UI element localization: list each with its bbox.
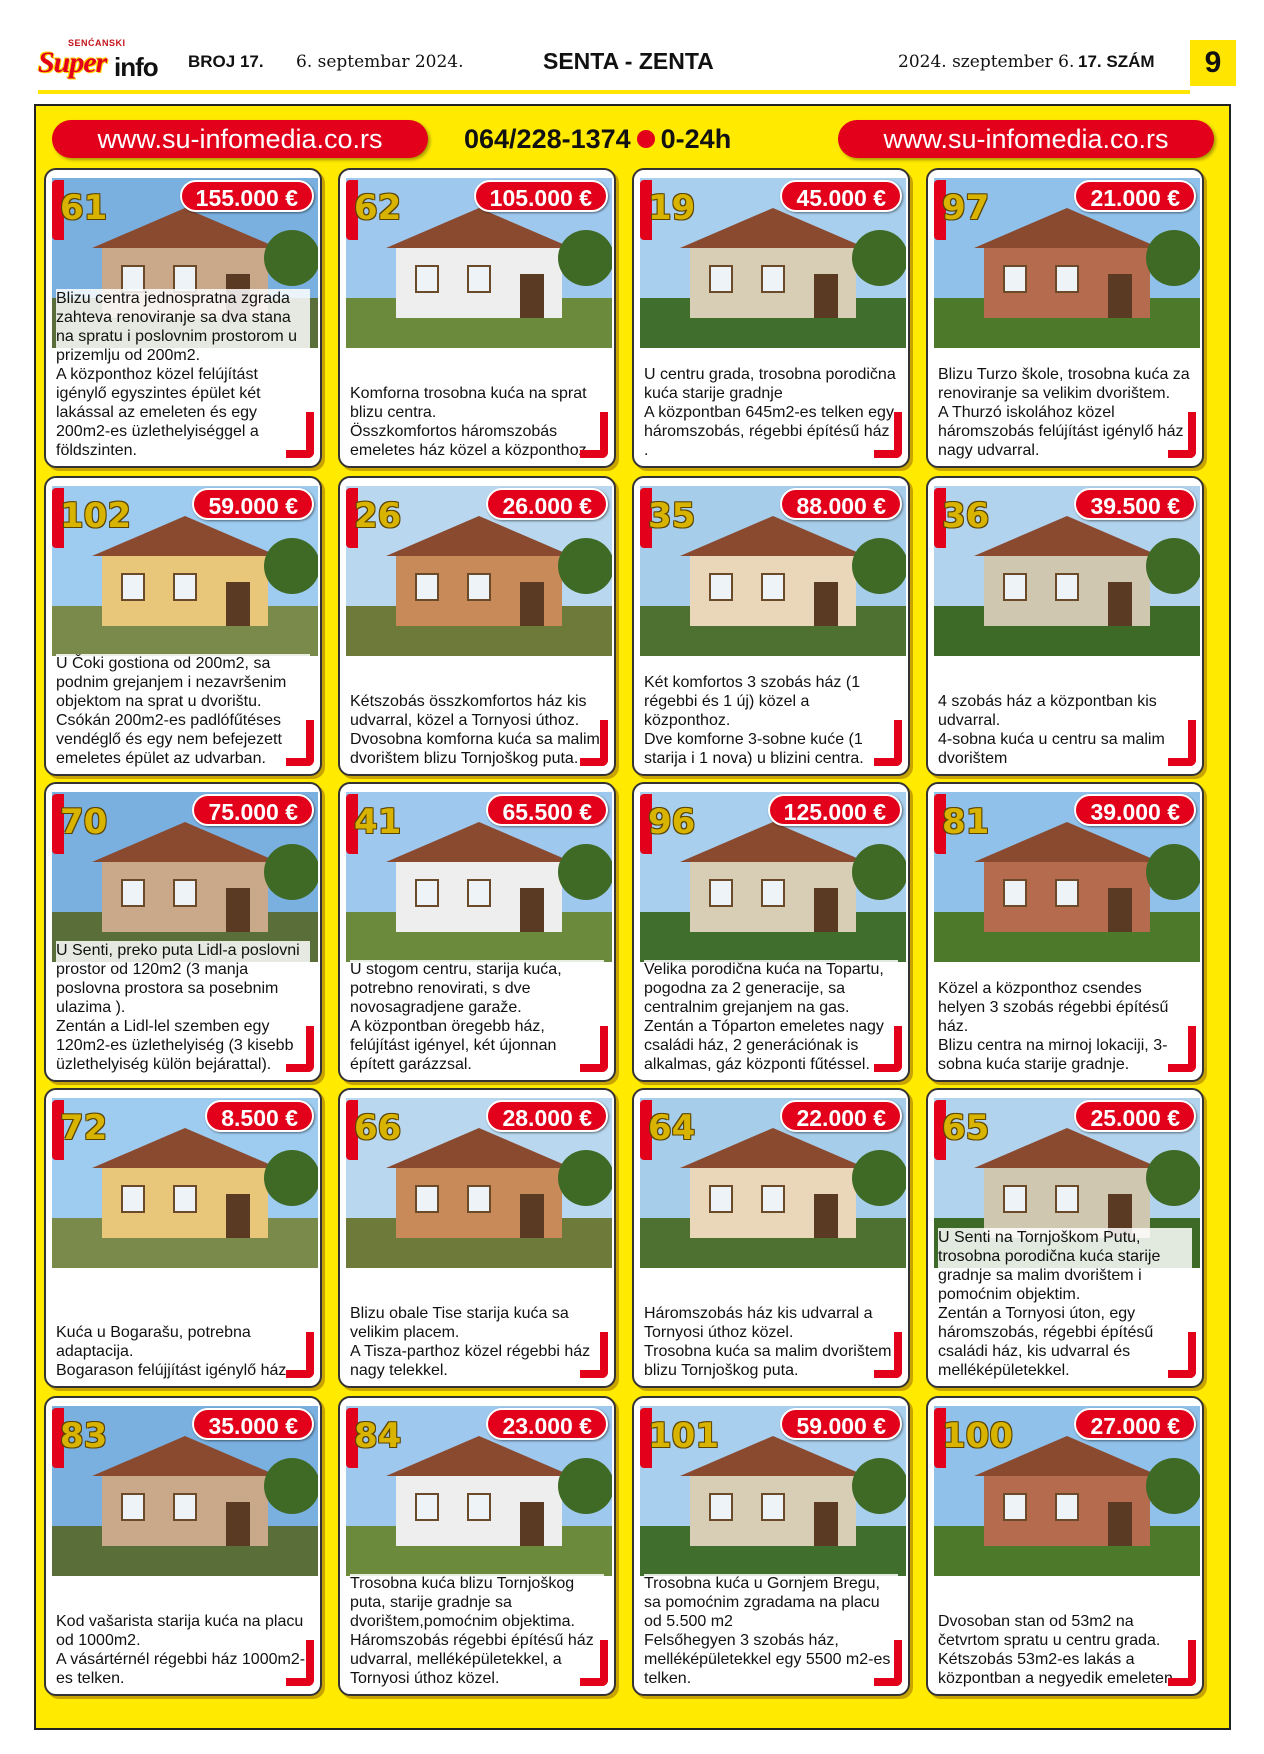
listing-card[interactable] [44, 782, 322, 1082]
listing-number: 41 [354, 802, 402, 842]
price-badge: 105.000 € [474, 180, 608, 212]
listing-number: 81 [942, 802, 990, 842]
corner-decoration [1168, 1026, 1196, 1072]
date-right: 2024. szeptember 6. [898, 52, 1075, 72]
listing-card[interactable] [338, 168, 616, 468]
price-badge: 39.000 € [1074, 794, 1196, 826]
listing-number: 83 [60, 1416, 108, 1456]
listing-description: Velika porodična kuća na Topartu, pogodna za 2 generacije, sa centralnim grejanjem na gas. Zentán a Tóparton emeletes nagy családi ház, 2 generációnak is alkalmas, gáz központi fűtéssel. [644, 960, 898, 1074]
website-link-right[interactable]: www.su-infomedia.co.rs [838, 120, 1214, 158]
price-badge: 28.000 € [486, 1100, 608, 1132]
listing-card[interactable] [632, 782, 910, 1082]
phone-number: 064/228-1374 [464, 124, 631, 154]
corner-decoration [286, 1640, 314, 1686]
page-title: SENTA - ZENTA [543, 48, 714, 74]
corner-decoration [286, 720, 314, 766]
corner-decoration [874, 1332, 902, 1378]
corner-decoration [1168, 1640, 1196, 1686]
listing-number: 70 [60, 802, 108, 842]
date-left: 6. septembar 2024. [296, 52, 464, 72]
corner-decoration [874, 1026, 902, 1072]
corner-decoration [580, 720, 608, 766]
corner-decoration [580, 412, 608, 458]
listings-frame [34, 104, 1231, 1730]
header-divider [38, 90, 1190, 94]
corner-decoration [1168, 1332, 1196, 1378]
price-badge: 65.500 € [486, 794, 608, 826]
listing-card[interactable] [338, 476, 616, 776]
corner-decoration [874, 720, 902, 766]
phone-contact[interactable] [464, 124, 731, 155]
listing-card[interactable] [926, 1088, 1204, 1388]
price-badge: 27.000 € [1074, 1408, 1196, 1440]
corner-decoration [874, 1640, 902, 1686]
listing-card[interactable] [44, 1396, 322, 1696]
listing-description: Dvosoban stan od 53m2 na četvrtom spratu u centru grada. Kétszobás 53m2-es lakás a központban a negyedik emeleten. [938, 1612, 1192, 1688]
listing-number: 102 [60, 496, 131, 536]
listing-description: U Senti na Tornjoškom Putu, trosobna porodična kuća starije gradnje sa malim dvorištem i pomoćnim objektim. Zentán a Tornyosi úton, egy háromszobás, régebbi építésű családi ház, kis udvarral és melléképületekkel. [938, 1228, 1192, 1380]
listing-number: 72 [60, 1108, 108, 1148]
price-badge: 39.500 € [1074, 488, 1196, 520]
hours-label: 0-24h [660, 124, 732, 154]
listing-description: Kétszobás összkomfortos ház kis udvarral, közel a Tornyosi úthoz. Dvosobna komforna kuća sa malim dvorištem blizu Tornjoškog puta. [350, 692, 604, 768]
listing-number: 35 [648, 496, 696, 536]
listing-description: Trosobna kuća u Gornjem Bregu, sa pomoćnim zgradama na placu od 5.500 m2 Felsőhegyen 3 szobás ház, melléképületekkel egy 5500 m2-es telken. [644, 1574, 898, 1688]
listing-description: Blizu centra jednospratna zgrada zahteva renoviranje sa dva stana na spratu i poslovnim prostorom u prizemlju od 200m2. A központhoz közel felújítást igénylő egyszintes épület két lakással az emeleten és egy 200m2-es üzlethelyiséggel a földszinten. [56, 289, 310, 460]
listing-number: 64 [648, 1108, 696, 1148]
listing-card[interactable] [338, 782, 616, 1082]
listing-description: Komforna trosobna kuća na sprat blizu centra. Összkomfortos háromszobás emeletes ház közel a központhoz. [350, 384, 604, 460]
listing-card[interactable] [44, 476, 322, 776]
price-badge: 35.000 € [192, 1408, 314, 1440]
listing-description: Két komfortos 3 szobás ház (1 régebbi és 1 új) közel a központhoz. Dve komforne 3-sobne kuće (1 starija i 1 nova) u blizini centra. [644, 673, 898, 768]
listing-description: Blizu Turzo škole, trosobna kuća za renoviranje sa velikim dvorištem. A Thurzó iskolához közel háromszobás felújítást igénylő ház nagy udvarral. [938, 365, 1192, 460]
listing-description: U Čoki gostiona od 200m2, sa podnim grejanjem i nezavršenim objektom na sprat u dvorištu. Csókán 200m2-es padlófűtéses vendéglő és egy nem befejezett emeletes épület az udvarban. [56, 654, 310, 768]
listing-number: 100 [942, 1416, 1013, 1456]
listing-number: 66 [354, 1108, 402, 1148]
page-number: 9 [1190, 40, 1236, 86]
listing-description: Háromszobás ház kis udvarral a Tornyosi úthoz közel. Trosobna kuća sa malim dvorištem blizu Tornjoškog puta. [644, 1304, 898, 1380]
corner-decoration [580, 1332, 608, 1378]
listing-card[interactable] [44, 168, 322, 468]
listing-description: U Senti, preko puta Lidl-a poslovni prostor od 120m2 (3 manja poslovna prostora sa posebnim ulazima ). Zentán a Lidl-lel szemben egy 120m2-es üzlethelyiség (3 kisebb üzlethelyiség külön bejárattal). [56, 941, 310, 1074]
listing-card[interactable] [338, 1396, 616, 1696]
listing-description: U centru grada, trosobna porodična kuća starije gradnje A központban 645m2-es telken egy háromszobás, régebbi építésű ház . [644, 365, 898, 460]
listing-number: 96 [648, 802, 696, 842]
corner-decoration [1168, 720, 1196, 766]
corner-decoration [286, 1332, 314, 1378]
logo-small-text: SENĆANSKI [68, 38, 126, 48]
price-badge: 21.000 € [1074, 180, 1196, 212]
corner-decoration [286, 1026, 314, 1072]
listing-card[interactable] [632, 168, 910, 468]
listing-card[interactable] [926, 476, 1204, 776]
price-badge: 22.000 € [780, 1100, 902, 1132]
listing-description: Közel a központhoz csendes helyen 3 szobás régebbi építésű ház. Blizu centra na mirnoj lokaciji, 3-sobna kuća starije gradnje. [938, 979, 1192, 1074]
price-badge: 88.000 € [780, 488, 902, 520]
page-header [38, 40, 1230, 90]
listing-card[interactable] [632, 1088, 910, 1388]
listing-description: Kod vašarista starija kuća na placu od 1000m2. A vásártérnél régebbi ház 1000m2-es telken. [56, 1612, 310, 1688]
price-badge: 59.000 € [780, 1408, 902, 1440]
logo-info-text: info [114, 52, 158, 82]
price-badge: 155.000 € [180, 180, 314, 212]
listing-number: 61 [60, 188, 108, 228]
price-badge: 8.500 € [205, 1100, 314, 1132]
listing-number: 62 [354, 188, 402, 228]
corner-decoration [580, 1026, 608, 1072]
price-badge: 25.000 € [1074, 1100, 1196, 1132]
superinfo-logo [38, 40, 172, 86]
price-badge: 59.000 € [192, 488, 314, 520]
price-badge: 26.000 € [486, 488, 608, 520]
listing-card[interactable] [926, 782, 1204, 1082]
price-badge: 125.000 € [768, 794, 902, 826]
price-badge: 23.000 € [486, 1408, 608, 1440]
listing-number: 65 [942, 1108, 990, 1148]
listing-card[interactable] [632, 476, 910, 776]
corner-decoration [1168, 412, 1196, 458]
corner-decoration [874, 412, 902, 458]
listing-number: 36 [942, 496, 990, 536]
listing-card[interactable] [44, 1088, 322, 1388]
corner-decoration [580, 1640, 608, 1686]
listing-description: Kuća u Bogarašu, potrebna adaptacija. Bogarason felújjítást igénylő ház. [56, 1323, 310, 1380]
website-link-left[interactable]: www.su-infomedia.co.rs [52, 120, 428, 158]
listing-number: 97 [942, 188, 990, 228]
listing-card[interactable] [338, 1088, 616, 1388]
listing-number: 101 [648, 1416, 719, 1456]
listing-description: Trosobna kuća blizu Tornjoškog puta, starije gradnje sa dvorištem,pomoćnim objektima. Háromszobás régebbi építésű ház udvarral, melléképületekkel, a Tornyosi úthoz közel. [350, 1574, 604, 1688]
listing-description: 4 szobás ház a központban kis udvarral. 4-sobna kuća u centru sa malim dvorištem [938, 692, 1192, 768]
listing-number: 26 [354, 496, 402, 536]
listing-description: U stogom centru, starija kuća, potrebno renovirati, s dve novosagradjene garaže. A központban öregebb ház, felújítást igényel, két újonnan épített garázzsal. [350, 960, 604, 1074]
issue-number-left: BROJ 17. [188, 52, 264, 71]
listing-description: Blizu obale Tise starija kuća sa velikim placem. A Tisza-parthoz közel régebbi ház nagy telekkel. [350, 1304, 604, 1380]
issue-number-right: 17. SZÁM [1078, 52, 1155, 71]
listing-card[interactable] [926, 168, 1204, 468]
listing-number: 84 [354, 1416, 402, 1456]
corner-decoration [286, 412, 314, 458]
listing-card[interactable] [632, 1396, 910, 1696]
bullet-icon [637, 130, 655, 148]
listing-number: 19 [648, 188, 696, 228]
logo-super-text: Super [38, 46, 107, 79]
price-badge: 75.000 € [192, 794, 314, 826]
listing-card[interactable] [926, 1396, 1204, 1696]
price-badge: 45.000 € [780, 180, 902, 212]
